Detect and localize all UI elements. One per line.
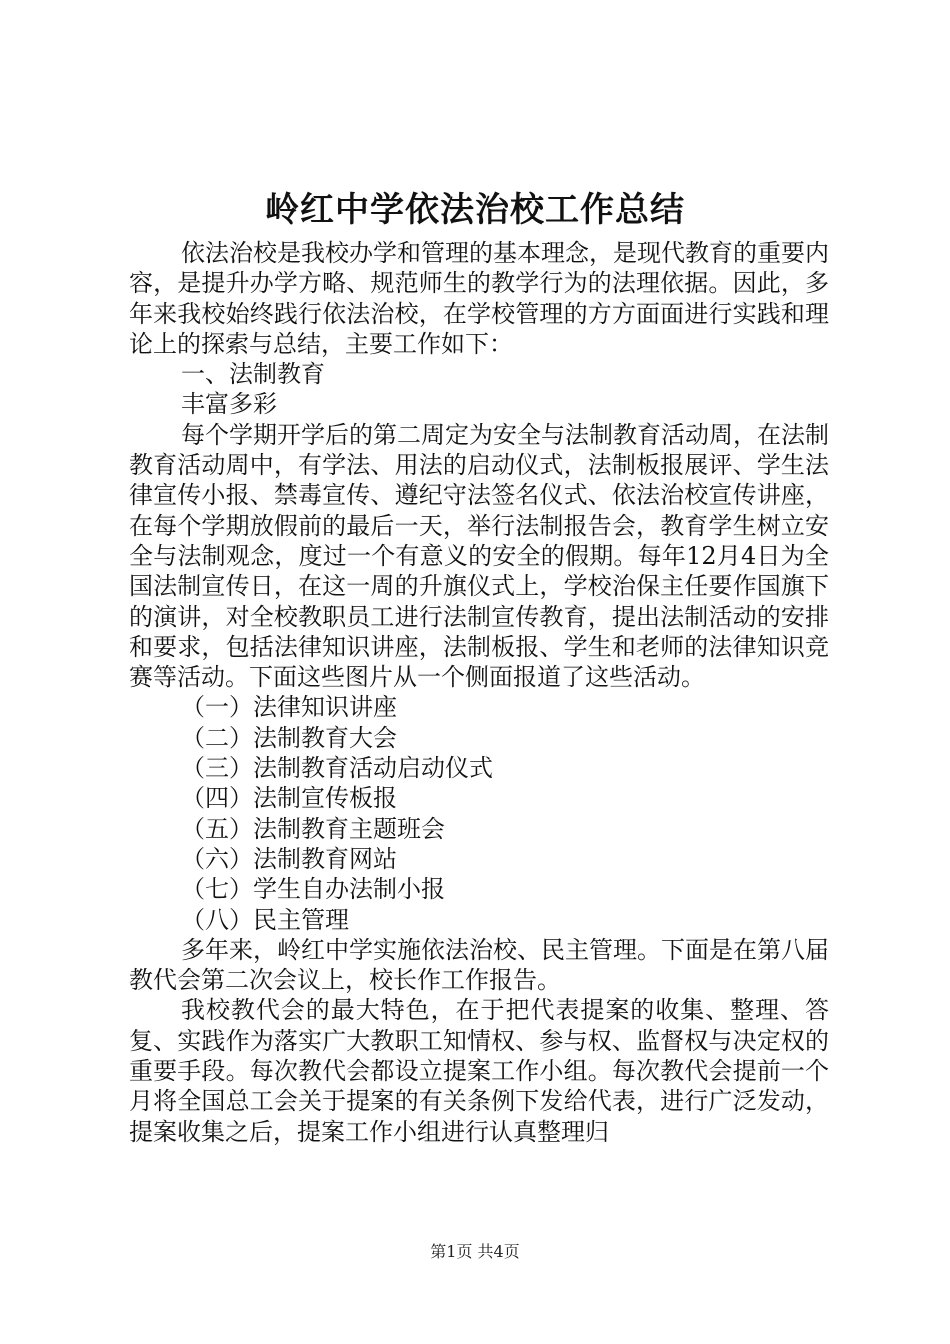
list-item: （六）法制教育网站 xyxy=(181,844,397,873)
section-subheading: 丰富多彩 xyxy=(181,390,277,419)
list-item: （七）学生自办法制小报 xyxy=(181,875,445,904)
democratic-management-paragraph: 多年来，岭红中学实施依法治校、民主管理。下面是在第八届教代会第二次会议上，校长作工作报告。 xyxy=(129,935,829,995)
page-footer: 第1页 共4页 xyxy=(430,1242,520,1261)
document-body xyxy=(129,238,829,1147)
staff-congress-paragraph: 我校教代会的最大特色，在于把代表提案的收集、整理、答复、实践作为落实广大教职工知情权、参与权、监督权与决定权的重要手段。每次教代会都设立提案工作小组。每次教代会提前一个月将全国总工会关于提案的有关条例下发给代表，进行广泛发动，提案收集之后，提案工作小组进行认真整理归 xyxy=(129,996,829,1146)
document-title: 岭红中学依法治校工作总结 xyxy=(265,190,685,230)
list-item: （八）民主管理 xyxy=(181,905,349,934)
list-item: （二）法制教育大会 xyxy=(181,723,397,752)
legal-education-paragraph: 每个学期开学后的第二周定为安全与法制教育活动周，在法制教育活动周中，有学法、用法的启动仪式，法制板报展评、学生法律宣传小报、禁毒宣传、遵纪守法签名仪式、依法治校宣传讲座，在每个学期放假前的最后一天，举行法制报告会，教育学生树立安全与法制观念，度过一个有意义的安全的假期。每年12月4日为全国法制宣传日，在这一周的升旗仪式上，学校治保主任要作国旗下的演讲，对全校教职员工进行法制宣传教育，提出法制活动的安排和要求，包括法律知识讲座，法制板报、学生和老师的法律知识竞赛等活动。下面这些图片从一个侧面报道了这些活动。 xyxy=(129,420,829,692)
intro-paragraph: 依法治校是我校办学和管理的基本理念，是现代教育的重要内容，是提升办学方略、规范师生的教学行为的法理依据。因此，多年来我校始终践行依法治校，在学校管理的方方面面进行实践和理论上的探索与总结，主要工作如下： xyxy=(129,239,829,358)
list-item: （一）法律知识讲座 xyxy=(181,693,397,722)
list-item: （三）法制教育活动启动仪式 xyxy=(181,754,493,783)
list-item: （五）法制教育主题班会 xyxy=(181,814,445,843)
section-heading: 一、法制教育 xyxy=(181,360,325,389)
list-item: （四）法制宣传板报 xyxy=(181,784,397,813)
